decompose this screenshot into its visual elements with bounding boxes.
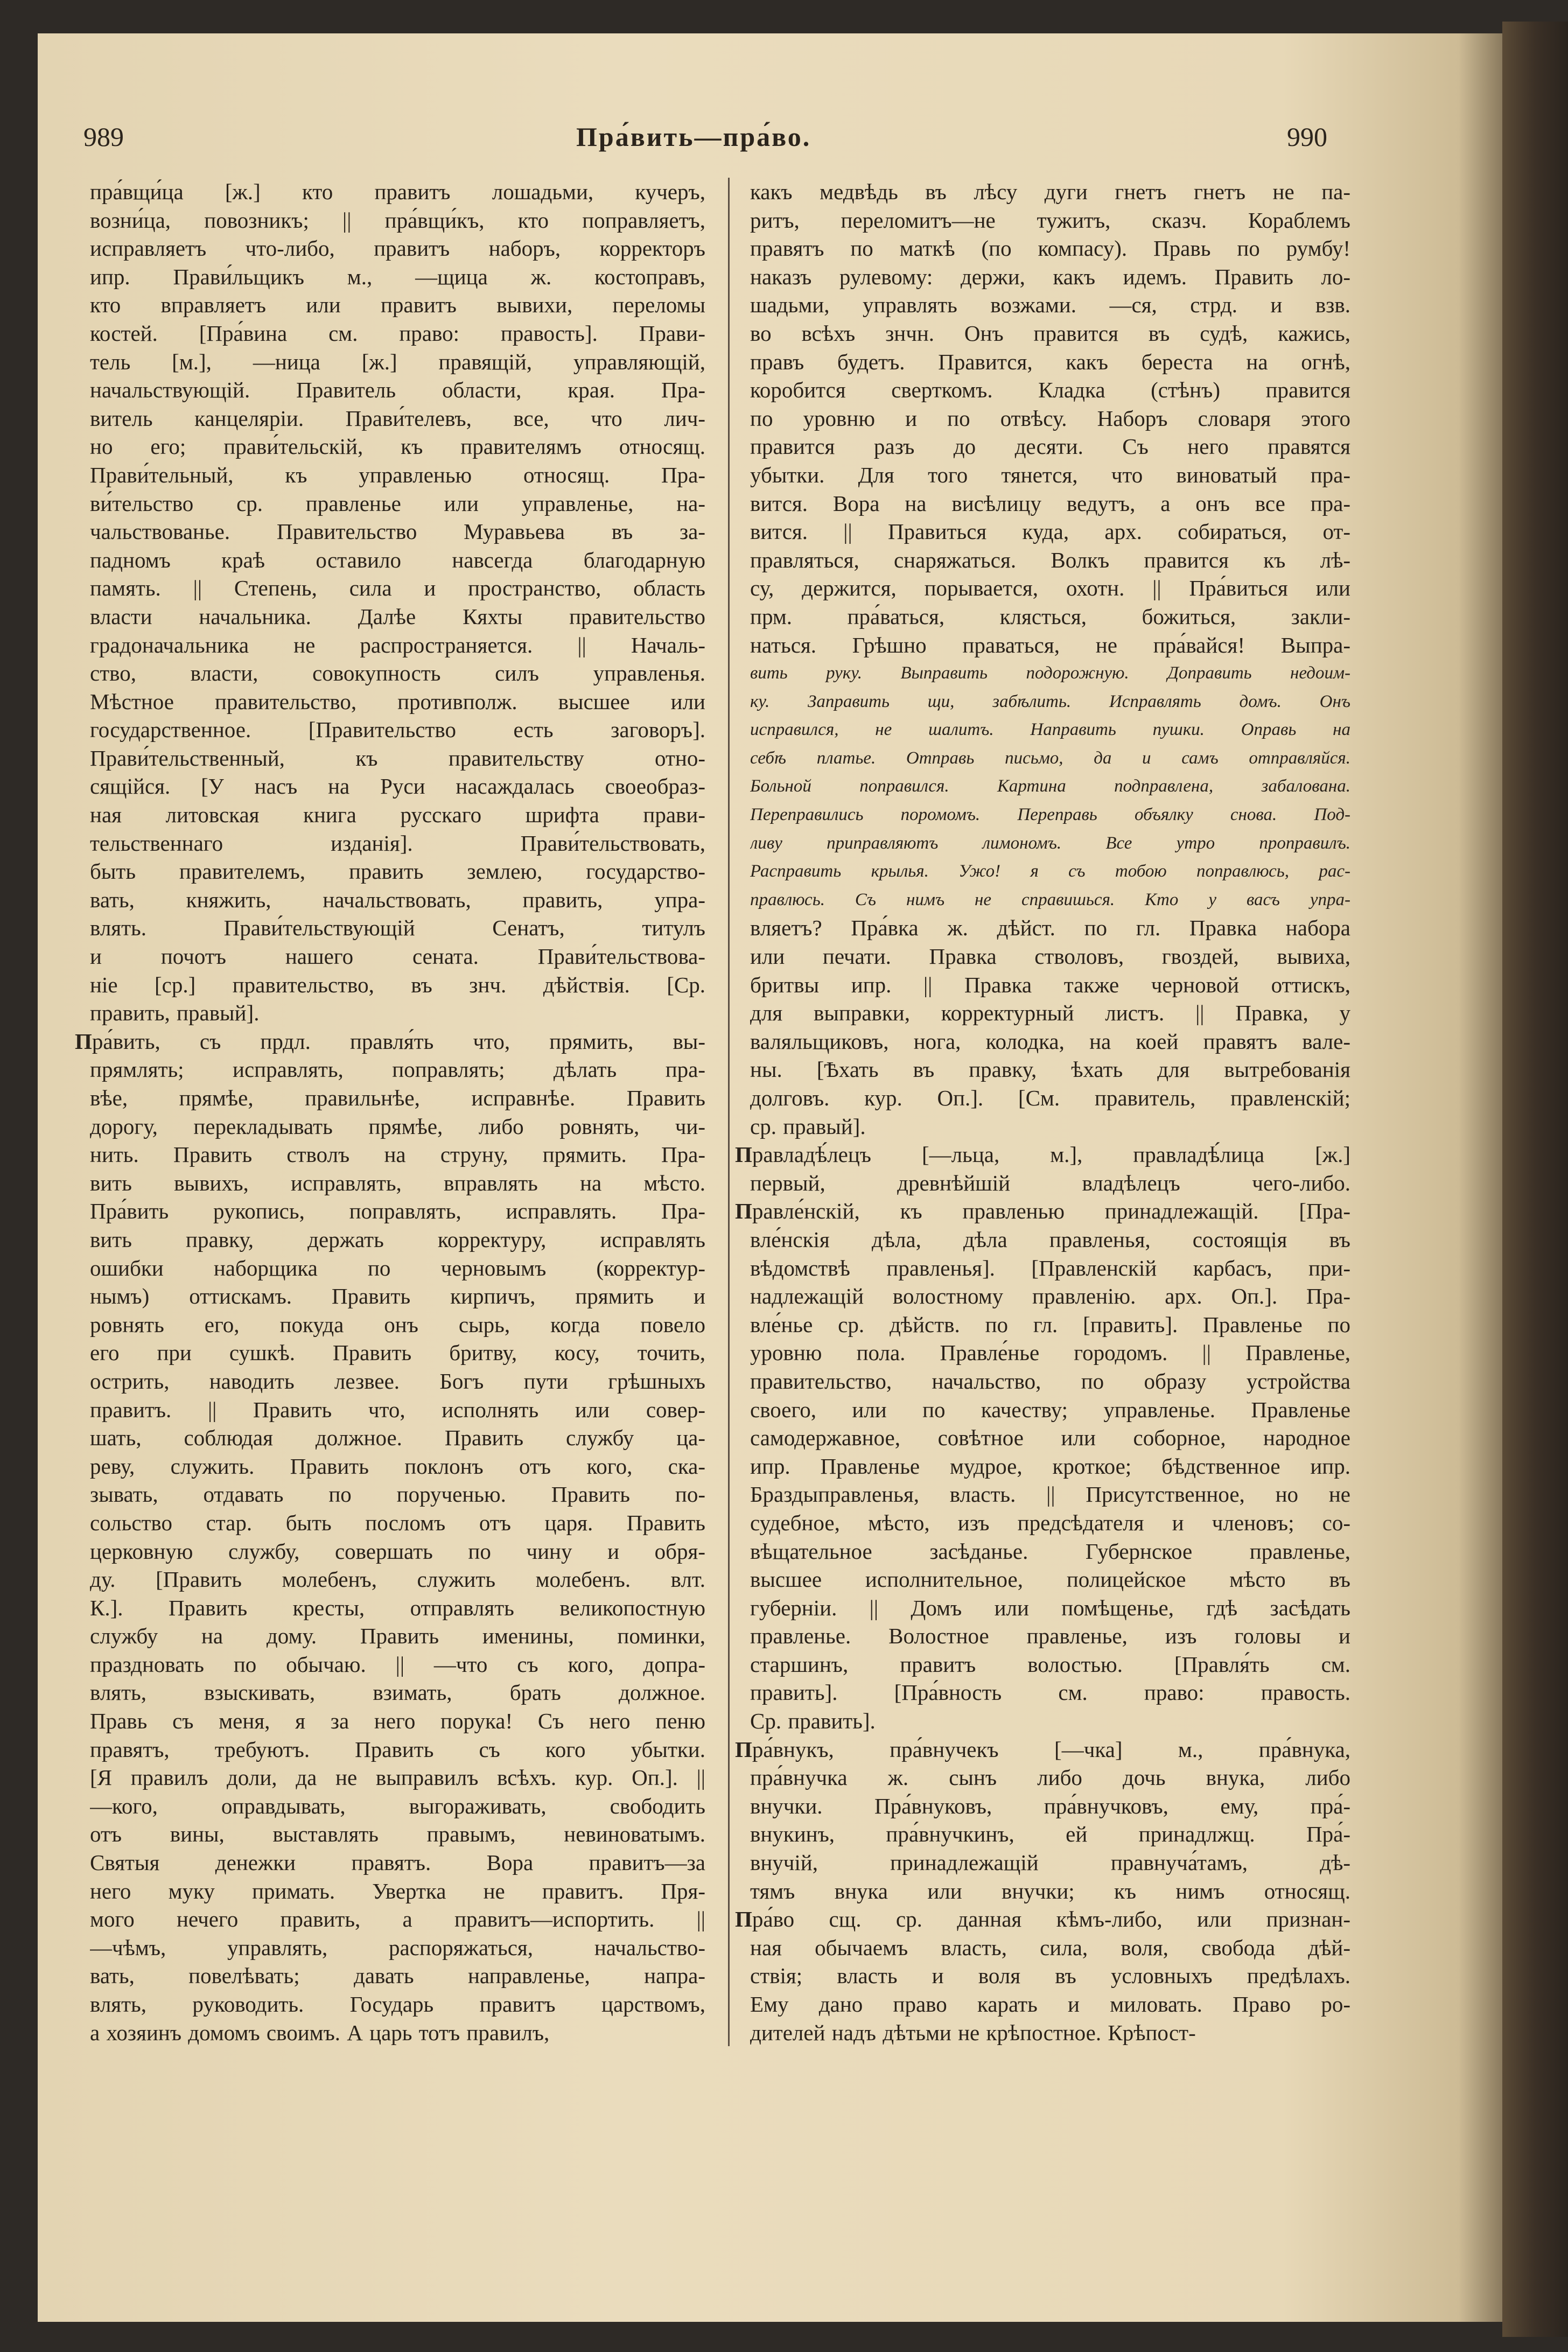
text-line: вле́нье ср. дѣйств. по гл. [править]. Правленье по: [750, 1312, 1350, 1337]
running-title: Пра́вить—пра́во.: [576, 122, 811, 152]
text-line: К.]. Править кресты, отправлять великопостную: [90, 1595, 705, 1620]
text-line: надлежащій волостному правленію. арх. Оп.]. Пра-: [750, 1284, 1350, 1309]
text-line: падномъ краѣ оставило навсегда благодарную: [90, 547, 705, 572]
text-line: себѣ платье. Отправь письмо, да и самъ отправляйся.: [750, 748, 1350, 768]
text-line: Святыя денежки правятъ. Вора правитъ—за: [90, 1850, 705, 1875]
text-line: влять. Прави́тельствующій Сенатъ, титулъ: [90, 915, 705, 941]
text-line: первый, древнѣйшій владѣлецъ чего-либо.: [750, 1170, 1350, 1195]
text-line: править]. [Пра́вность см. право: правость.: [750, 1680, 1350, 1705]
text-line: ство, власти, совокупность силъ управленья.: [90, 661, 705, 686]
text-line: нымъ) оттискамъ. Править кирпичъ, прямить и: [90, 1284, 705, 1309]
text-line: ошибки наборщика по черновымъ (корректур-: [90, 1255, 705, 1280]
page-number-left: 989: [83, 122, 124, 152]
text-line: долговъ. кур. Оп.]. [См. правитель, правленскій;: [750, 1086, 1350, 1110]
text-line: ная литовская книга русскаго шрифта прави-: [90, 802, 705, 828]
text-line: наться. Грѣшно праваться, не пра́вайся! Выпра-: [750, 632, 1350, 657]
text-line: начальствующій. Правитель области, края. Пра-: [90, 377, 705, 403]
text-line: градоначальника не распространяется. || Началь-: [90, 632, 705, 657]
text-line: ритъ, переломитъ—не тужитъ, сказч. Кораблемъ: [750, 207, 1350, 233]
text-line: Ср. править].: [750, 1709, 876, 1734]
text-line: вѣе, прямѣе, правильнѣе, исправнѣе. Править: [90, 1086, 705, 1110]
text-line: дителей надъ дѣтьми не крѣпостное. Крѣпост-: [750, 2020, 1196, 2045]
text-line: ипр. Прави́льщикъ м., —щица ж. костоправъ,: [90, 264, 705, 289]
text-line: вить вывихъ, исправлять, вправлять на мѣсто.: [90, 1170, 705, 1195]
text-line: дорогу, перекладывать прямѣе, либо ровнять, чи-: [90, 1114, 705, 1139]
text-line: возни́ца, повозникъ; || пра́вщи́къ, кто поправляетъ,: [90, 207, 705, 233]
text-line: ку. Заправить щи, забѣлить. Исправлять домъ. Онъ: [750, 691, 1350, 711]
text-line: вѣщательное засѣданье. Губернское правленье,: [750, 1538, 1350, 1564]
text-line: Прави́тельственный, къ правительству отно-: [90, 745, 705, 771]
text-line: вить правку, держать корректуру, исправлять: [90, 1227, 705, 1252]
text-line: быть правителемъ, править землею, государство-: [90, 859, 705, 884]
text-line: ная обычаемъ власть, сила, воля, свобода дѣй-: [750, 1935, 1350, 1960]
entry-headword-line: Правладѣ́лецъ [—льца, м.], правладѣ́лица [ж.]: [735, 1142, 1350, 1167]
text-line: службу на дому. Править именины, поминки,: [90, 1623, 705, 1649]
text-line: самодержавное, совѣтное или соборное, народное: [750, 1425, 1350, 1451]
text-line: ду. [Править молебенъ, служить молебенъ. влт.: [90, 1567, 705, 1592]
text-line: исправляетъ что-либо, правитъ наборъ, корректоръ: [90, 236, 705, 261]
text-line: правленье. Волостное правленье, изъ головы и: [750, 1623, 1350, 1649]
text-line: влять, взыскивать, взимать, брать должное.: [90, 1680, 705, 1705]
text-line: Ему дано право карать и миловать. Право ро-: [750, 1992, 1350, 2017]
page-number-right: 990: [1287, 122, 1327, 152]
text-line: церковную службу, совершать по чину и обря-: [90, 1538, 705, 1564]
text-line: ствія; власть и воля въ условныхъ предѣлахъ.: [750, 1963, 1350, 1989]
text-line: правъ будетъ. Правится, какъ береста на огнѣ,: [750, 349, 1350, 374]
text-line: правится разъ до десяти. Съ него правятся: [750, 434, 1350, 459]
text-line: шать, соблюдая должное. Править службу ца-: [90, 1425, 705, 1451]
text-line: бритвы ипр. || Правка также черновой оттискъ,: [750, 972, 1350, 997]
text-line: сольство стар. быть посломъ отъ царя. Править: [90, 1510, 705, 1535]
text-line: губерніи. || Домъ или помѣщенье, гдѣ засѣдать: [750, 1595, 1350, 1620]
text-line: ви́тельство ср. правленье или управленье, на-: [90, 491, 705, 516]
text-line: влять, руководить. Государь правитъ царствомъ,: [90, 1992, 705, 2017]
text-line: уровню пола. Правле́нье городомъ. || Правленье,: [750, 1340, 1350, 1366]
text-line: правляться, снаряжаться. Волкъ правится къ лѣ-: [750, 547, 1350, 572]
text-column-left: [75, 178, 705, 2047]
text-line: валяльщиковъ, нога, колодка, на коей правятъ вале-: [750, 1028, 1350, 1054]
text-line: отъ вины, выставлять правымъ, невиноватымъ.: [90, 1822, 705, 1847]
text-line: внукинъ, пра́внучкинъ, ей принадлжщ. Пра́-: [750, 1822, 1350, 1847]
text-line: него муку примать. Увертка не правитъ. Пря-: [90, 1878, 705, 1903]
text-line: прямлять; исправлять, поправлять; дѣлать пра-: [90, 1057, 705, 1082]
text-line: ипр. Правленье мудрое, кроткое; бѣдственное ипр.: [750, 1453, 1350, 1479]
text-line: пра́внучка ж. сынъ либо дочь внука, либо: [750, 1765, 1350, 1790]
text-line: правлюсь. Съ нимъ не справишься. Кто у васъ упра-: [750, 890, 1350, 909]
text-line: сящійся. [У насъ на Руси насаждалась своеобраз-: [90, 774, 705, 799]
text-line: кто вправляетъ или правитъ вывихи, переломы: [90, 292, 705, 318]
text-line: по уровню и по отвѣсу. Наборъ словаря этого: [750, 405, 1350, 431]
text-line: ср. правый].: [750, 1114, 866, 1139]
text-line: пра́вщи́ца [ж.] кто правитъ лошадьми, кучеръ,: [90, 179, 705, 204]
text-line: [Я правилъ доли, да не выправилъ всѣхъ. кур. Оп.]. ||: [90, 1765, 705, 1790]
text-line: нить. Править стволъ на струну, прямить. Пра-: [90, 1142, 705, 1167]
text-line: государственное. [Правительство есть заговоръ].: [90, 717, 705, 743]
text-line: править, правый].: [90, 1000, 260, 1026]
text-line: наказъ рулевому: держи, какъ идемъ. Править ло-: [750, 264, 1350, 289]
text-line: Пра́вить рукопись, поправлять, исправлять. Пра-: [90, 1199, 705, 1224]
text-line: праздновать по обычаю. || —что съ кого, допра-: [90, 1651, 705, 1677]
text-line: витель канцеляріи. Прави́телевъ, все, что лич-: [90, 405, 705, 431]
text-line: своего, или по качеству; управленье. Правленье: [750, 1397, 1350, 1422]
text-line: костей. [Пра́вина см. право: правость]. Прави-: [90, 320, 705, 346]
text-line: тель [м.], —ница [ж.] правящій, управляющій,: [90, 349, 705, 374]
text-line: вать, княжить, начальствовать, править, упра-: [90, 887, 705, 912]
text-line: и почотъ нашего сената. Прави́тельствова-: [90, 944, 705, 969]
text-line: Правь съ меня, я за него порука! Съ него пеню: [90, 1709, 705, 1734]
text-line: какъ медвѣдь въ лѣсу дуги гнетъ гнетъ не па-: [750, 179, 1350, 204]
text-line: Браздыправленья, власть. || Присутственное, но не: [750, 1482, 1350, 1507]
text-line: внучій, принадлежащій правнуча́тамъ, дѣ-: [750, 1850, 1350, 1875]
text-line: тельственнаго изданія]. Прави́тельствовать,: [90, 830, 705, 856]
text-line: тямъ внука или внучки; къ нимъ относящ.: [750, 1878, 1350, 1903]
text-line: судебное, мѣсто, изъ предсѣдателя и членовъ; со-: [750, 1510, 1350, 1535]
entry-headword-line: Пра́внукъ, пра́внучекъ [—чка] м., пра́внука,: [735, 1737, 1350, 1762]
text-line: Больной поправился. Картина подправлена, забалована.: [750, 776, 1350, 796]
text-line: ливу приправляютъ лимономъ. Все утро проправилъ.: [750, 833, 1350, 853]
text-line: правятъ по маткѣ (по компасу). Правь по румбу!: [750, 236, 1350, 261]
text-line: власти начальника. Далѣе Кяхты правительство: [90, 604, 705, 629]
text-line: ровнять его, покуда онъ сырь, когда повело: [90, 1312, 705, 1337]
text-line: высшее исполнительное, полицейское мѣсто въ: [750, 1567, 1350, 1592]
text-line: —кого, оправдывать, выгораживать, свободить: [90, 1793, 705, 1818]
entry-headword-line: Пра́вить, съ прдл. правля́ть что, прямить, вы-: [75, 1028, 705, 1054]
text-line: вать, повелѣвать; давать направленье, напра-: [90, 1963, 705, 1989]
text-line: Расправить крылья. Ужо! я съ тобою поправлюсь, рас-: [750, 862, 1350, 881]
book-binding-edge: [1502, 22, 1568, 2337]
entry-headword-line: Правле́нскій, къ правленью принадлежащій. [Пра-: [735, 1199, 1350, 1224]
text-line: исправился, не шалитъ. Направить пушки. Оправь на: [750, 720, 1350, 740]
text-line: вится. Вора на висѣлицу ведутъ, а онъ все пра-: [750, 491, 1350, 516]
text-line: реву, служить. Править поклонъ отъ кого, ска-: [90, 1453, 705, 1479]
text-line: правятъ, требуютъ. Править съ кого убытки.: [90, 1737, 705, 1762]
text-line: убытки. Для того тянется, что виноватый пра-: [750, 462, 1350, 487]
text-line: вѣдомствѣ правленья]. [Правленскій карбасъ, при-: [750, 1255, 1350, 1280]
text-line: правитъ. || Править что, исполнять или совер-: [90, 1397, 705, 1422]
text-line: Мѣстное правительство, противполж. высшее или: [90, 689, 705, 714]
text-line: чальствованье. Правительство Муравьева въ за-: [90, 519, 705, 544]
text-line: мого нечего править, а правитъ—испортить. ||: [90, 1907, 705, 1932]
column-divider: [728, 178, 730, 2046]
text-line: старшинъ, правитъ волостью. [Правля́ть см.: [750, 1651, 1350, 1677]
text-line: вле́нскія дѣла, дѣла правленья, состоящія въ: [750, 1227, 1350, 1252]
text-line: Прави́тельный, къ управленью относящ. Пра-: [90, 462, 705, 487]
text-line: —чѣмъ, управлять, распоряжаться, начальство-: [90, 1935, 705, 1960]
text-line: вится. || Правиться куда, арх. собираться, от-: [750, 519, 1350, 544]
text-line: а хозяинъ домомъ своимъ. А царь тотъ правилъ,: [90, 2020, 550, 2045]
text-line: Переправились поромомъ. Переправь объялку снова. Под-: [750, 805, 1350, 825]
text-line: вить руку. Выправить подорожную. Доправить недоим-: [750, 663, 1350, 683]
text-line: правительство, начальство, по образу устройства: [750, 1368, 1350, 1394]
text-line: зывать, отдавать по порученью. Править по-: [90, 1482, 705, 1507]
text-line: для выправки, корректурный листъ. || Правка, у: [750, 1000, 1350, 1026]
text-line: шадьми, управлять возжами. —ся, стрд. и взв.: [750, 292, 1350, 318]
text-line: су, держится, порывается, охотн. || Пра́виться или: [750, 576, 1350, 601]
entry-headword-line: Пра́во сщ. ср. данная кѣмъ-либо, или признан-: [735, 1907, 1350, 1932]
text-line: ніе [ср.] правительство, въ знч. дѣйствія. [Ср.: [90, 972, 705, 997]
text-line: во всѣхъ знчн. Онъ правится въ судѣ, кажись,: [750, 320, 1350, 346]
text-line: но его; прави́тельскій, къ правителямъ относящ.: [90, 434, 705, 459]
text-line: внучки. Пра́внуковъ, пра́внучковъ, ему, пра́-: [750, 1793, 1350, 1818]
text-line: вляетъ? Пра́вка ж. дѣйст. по гл. Правка набора: [750, 915, 1350, 941]
text-line: или печати. Правка стволовъ, гвоздей, вывиха,: [750, 944, 1350, 969]
text-line: ны. [Ѣхать въ правку, ѣхать для вытребованія: [750, 1057, 1350, 1082]
text-column-right: [735, 178, 1350, 2047]
text-line: память. || Степень, сила и пространство, область: [90, 576, 705, 601]
text-line: острить, наводить лезвее. Богъ пути грѣшныхъ: [90, 1368, 705, 1394]
text-line: его при сушкѣ. Править бритву, косу, точить,: [90, 1340, 705, 1366]
text-line: коробится сверткомъ. Кладка (стѣнъ) правится: [750, 377, 1350, 403]
text-line: прм. пра́ваться, клясться, божиться, закли-: [750, 604, 1350, 629]
